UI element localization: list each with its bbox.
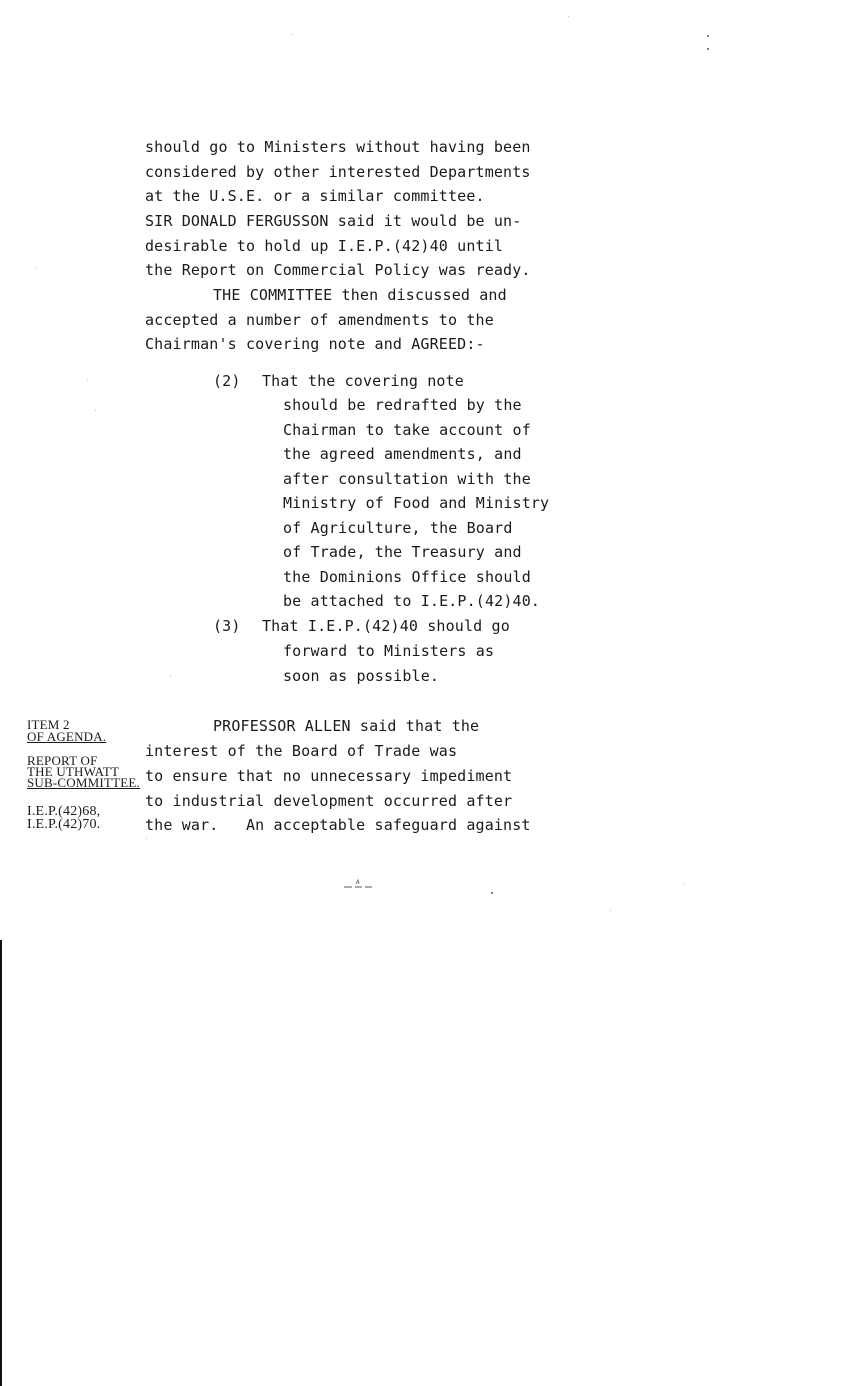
margin-report-line: SUB-COMMITTEE. xyxy=(27,775,140,790)
agreed-item-line: Ministry of Food and Ministry xyxy=(283,494,550,512)
scan-speck xyxy=(146,838,147,839)
agreed-item-line: of Trade, the Treasury and xyxy=(283,543,522,561)
scan-speck xyxy=(491,892,493,894)
item2-line: to ensure that no unnecessary impediment xyxy=(145,767,513,785)
agreed-item-line: That I.E.P.(42)40 should go xyxy=(262,617,510,635)
body-line: should go to Ministers without having been xyxy=(145,138,531,156)
agreed-item-line: That the covering note xyxy=(262,372,464,390)
scan-speck xyxy=(707,48,709,50)
page-number-mark xyxy=(340,878,376,892)
item2-line: PROFESSOR ALLEN said that the xyxy=(213,717,480,735)
body-line: accepted a number of amendments to the xyxy=(145,311,494,329)
item2-line: interest of the Board of Trade was xyxy=(145,742,458,760)
margin-report-line: REPORT OF xyxy=(27,753,98,768)
margin-item-heading: ITEM 2 xyxy=(27,717,70,732)
scan-speck xyxy=(87,380,88,381)
scan-speck xyxy=(707,35,709,37)
agreed-item-line: of Agriculture, the Board xyxy=(283,519,513,537)
body-line: desirable to hold up I.E.P.(42)40 until xyxy=(145,237,504,255)
body-line: at the U.S.E. or a similar committee. xyxy=(145,187,485,205)
agreed-item-line: Chairman to take account of xyxy=(283,421,531,439)
scan-speck xyxy=(95,410,96,411)
item2-line: to industrial development occurred after xyxy=(145,792,513,810)
scan-speck xyxy=(36,268,37,269)
body-line: SIR DONALD FERGUSSON said it would be un- xyxy=(145,212,522,230)
scan-border xyxy=(0,940,2,1386)
scan-speck xyxy=(610,910,611,911)
scan-speck xyxy=(568,16,569,17)
body-line: THE COMMITTEE then discussed and xyxy=(213,286,507,304)
agreed-item-number: (2) xyxy=(213,372,241,390)
scan-speck xyxy=(683,884,684,885)
margin-agenda: OF AGENDA. xyxy=(27,729,107,744)
agreed-item-line: soon as possible. xyxy=(283,667,440,685)
margin-report-line: THE UTHWATT xyxy=(27,764,120,779)
body-line: Chairman's covering note and AGREED:- xyxy=(145,335,485,353)
agreed-item-line: the Dominions Office should xyxy=(283,568,531,586)
agreed-item-line: the agreed amendments, and xyxy=(283,445,522,463)
agreed-item-line: after consultation with the xyxy=(283,470,531,488)
scan-speck xyxy=(292,34,293,35)
margin-reference: I.E.P.(42)70. xyxy=(27,817,101,832)
agreed-item-line: should be redrafted by the xyxy=(283,396,522,414)
item2-line: the war. An acceptable safeguard against xyxy=(145,816,531,834)
agreed-item-line: forward to Ministers as xyxy=(283,642,495,660)
scan-speck xyxy=(170,676,171,677)
body-line: considered by other interested Departments xyxy=(145,163,531,181)
body-line: the Report on Commercial Policy was ready. xyxy=(145,261,531,279)
margin-reference: I.E.P.(42)68, xyxy=(27,804,101,819)
agreed-item-line: be attached to I.E.P.(42)40. xyxy=(283,592,541,610)
agreed-item-number: (3) xyxy=(213,617,241,635)
